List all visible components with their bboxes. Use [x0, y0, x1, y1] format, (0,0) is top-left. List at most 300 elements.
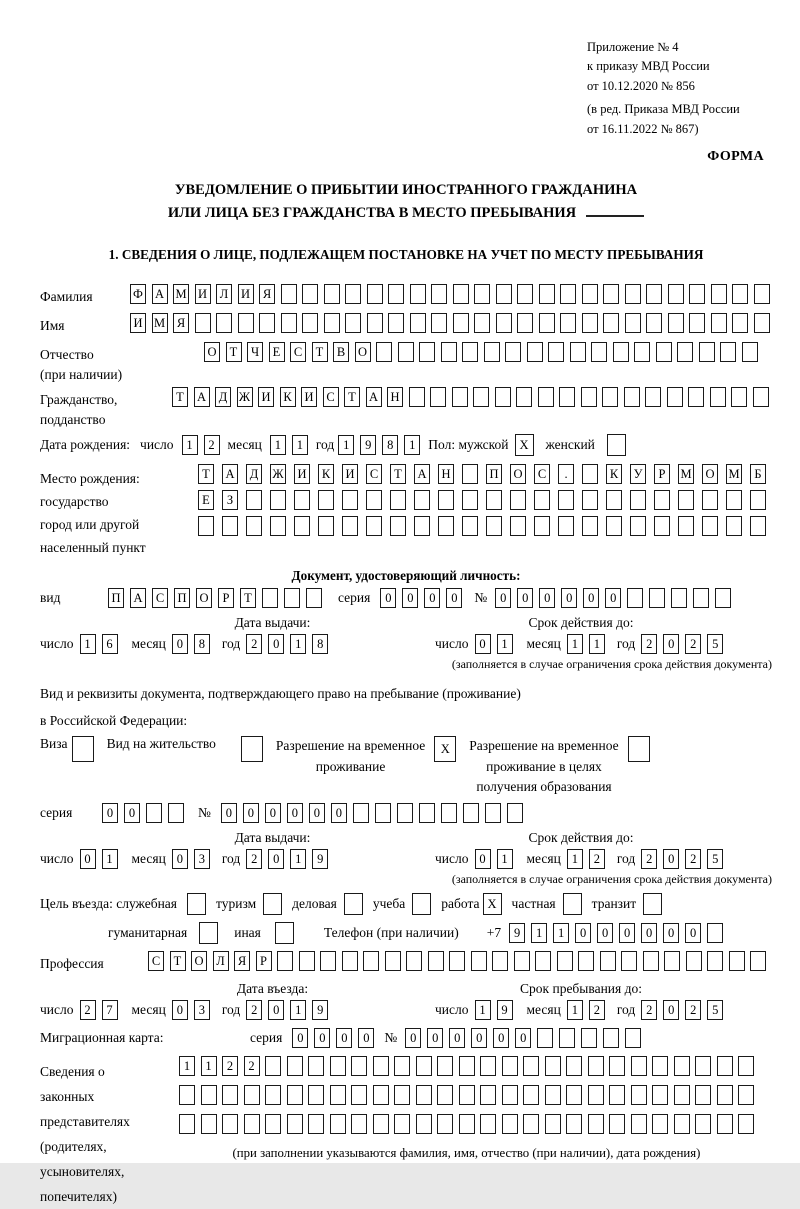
char-cell[interactable]: 0	[221, 803, 237, 823]
char-cell[interactable]	[695, 1114, 711, 1134]
char-cell[interactable]: 1	[531, 923, 547, 943]
char-cell[interactable]	[463, 803, 479, 823]
char-cell[interactable]	[441, 803, 457, 823]
char-cell[interactable]: 0	[475, 849, 491, 869]
char-cell[interactable]	[631, 1114, 647, 1134]
char-cell[interactable]	[678, 516, 694, 536]
char-cell[interactable]	[738, 1114, 754, 1134]
char-cell[interactable]	[222, 1114, 238, 1134]
char-cell[interactable]	[449, 951, 465, 971]
char-cell[interactable]: Е	[269, 342, 285, 362]
char-cell[interactable]	[179, 1085, 195, 1105]
char-cell[interactable]: Ч	[247, 342, 263, 362]
char-cell[interactable]	[367, 284, 383, 304]
char-cell[interactable]	[453, 313, 469, 333]
char-cell[interactable]	[566, 1085, 582, 1105]
char-cell[interactable]: Я	[234, 951, 250, 971]
char-cell[interactable]	[548, 342, 564, 362]
char-cell[interactable]	[462, 516, 478, 536]
char-cell[interactable]	[320, 951, 336, 971]
char-cell[interactable]: 2	[685, 849, 701, 869]
char-cell[interactable]	[431, 284, 447, 304]
char-cell[interactable]: 0	[336, 1028, 352, 1048]
char-cell[interactable]	[559, 387, 575, 407]
char-cell[interactable]: О	[196, 588, 212, 608]
char-cell[interactable]: 1	[567, 849, 583, 869]
char-cell[interactable]	[558, 490, 574, 510]
char-cell[interactable]: 0	[605, 588, 621, 608]
char-cell[interactable]: 6	[102, 634, 118, 654]
char-cell[interactable]: 1	[567, 1000, 583, 1020]
char-cell[interactable]	[715, 588, 731, 608]
char-cell[interactable]: Я	[259, 284, 275, 304]
char-cell[interactable]	[277, 951, 293, 971]
char-cell[interactable]: Д	[246, 464, 262, 484]
char-cell[interactable]	[502, 1056, 518, 1076]
purpose-official-checkbox[interactable]	[187, 893, 206, 915]
char-cell[interactable]: П	[108, 588, 124, 608]
char-cell[interactable]	[480, 1085, 496, 1105]
char-cell[interactable]: 0	[663, 849, 679, 869]
char-cell[interactable]: А	[222, 464, 238, 484]
char-cell[interactable]	[510, 490, 526, 510]
char-cell[interactable]	[566, 1114, 582, 1134]
char-cell[interactable]	[318, 490, 334, 510]
char-cell[interactable]: С	[290, 342, 306, 362]
char-cell[interactable]	[351, 1085, 367, 1105]
char-cell[interactable]	[750, 490, 766, 510]
char-cell[interactable]	[373, 1085, 389, 1105]
char-cell[interactable]	[353, 803, 369, 823]
char-cell[interactable]	[559, 1028, 575, 1048]
char-cell[interactable]	[388, 313, 404, 333]
char-cell[interactable]	[428, 951, 444, 971]
char-cell[interactable]	[689, 284, 705, 304]
char-cell[interactable]: 0	[619, 923, 635, 943]
char-cell[interactable]	[537, 1028, 553, 1048]
char-cell[interactable]: О	[510, 464, 526, 484]
char-cell[interactable]: 1	[290, 634, 306, 654]
char-cell[interactable]: У	[630, 464, 646, 484]
char-cell[interactable]	[287, 1056, 303, 1076]
char-cell[interactable]: Т	[240, 588, 256, 608]
char-cell[interactable]	[609, 1114, 625, 1134]
char-cell[interactable]	[485, 803, 501, 823]
char-cell[interactable]	[179, 1114, 195, 1134]
char-cell[interactable]	[414, 490, 430, 510]
char-cell[interactable]	[711, 313, 727, 333]
char-cell[interactable]	[385, 951, 401, 971]
char-cell[interactable]	[398, 342, 414, 362]
char-cell[interactable]: 1	[292, 435, 308, 455]
char-cell[interactable]: 2	[246, 634, 262, 654]
char-cell[interactable]	[244, 1114, 260, 1134]
char-cell[interactable]: З	[222, 490, 238, 510]
char-cell[interactable]	[668, 313, 684, 333]
char-cell[interactable]	[330, 1056, 346, 1076]
char-cell[interactable]	[462, 490, 478, 510]
char-cell[interactable]	[702, 516, 718, 536]
char-cell[interactable]: 0	[663, 1000, 679, 1020]
char-cell[interactable]: 1	[201, 1056, 217, 1076]
char-cell[interactable]: 1	[497, 634, 513, 654]
char-cell[interactable]	[545, 1056, 561, 1076]
char-cell[interactable]: П	[486, 464, 502, 484]
char-cell[interactable]	[678, 490, 694, 510]
char-cell[interactable]: 0	[449, 1028, 465, 1048]
char-cell[interactable]	[674, 1114, 690, 1134]
char-cell[interactable]	[474, 313, 490, 333]
char-cell[interactable]: 0	[424, 588, 440, 608]
char-cell[interactable]	[246, 490, 262, 510]
char-cell[interactable]	[667, 387, 683, 407]
char-cell[interactable]: Б	[750, 464, 766, 484]
purpose-work-checkbox[interactable]: X	[483, 893, 502, 915]
char-cell[interactable]: М	[173, 284, 189, 304]
char-cell[interactable]	[588, 1085, 604, 1105]
char-cell[interactable]: К	[318, 464, 334, 484]
char-cell[interactable]	[246, 516, 262, 536]
char-cell[interactable]	[695, 1085, 711, 1105]
char-cell[interactable]	[367, 313, 383, 333]
char-cell[interactable]: .	[558, 464, 574, 484]
char-cell[interactable]	[397, 803, 413, 823]
char-cell[interactable]	[606, 490, 622, 510]
char-cell[interactable]: В	[333, 342, 349, 362]
char-cell[interactable]: М	[726, 464, 742, 484]
char-cell[interactable]	[738, 1085, 754, 1105]
char-cell[interactable]	[330, 1114, 346, 1134]
char-cell[interactable]: 1	[553, 923, 569, 943]
char-cell[interactable]: 1	[102, 849, 118, 869]
char-cell[interactable]	[270, 516, 286, 536]
char-cell[interactable]	[265, 1085, 281, 1105]
char-cell[interactable]	[459, 1056, 475, 1076]
char-cell[interactable]	[495, 387, 511, 407]
char-cell[interactable]: 3	[194, 849, 210, 869]
char-cell[interactable]	[375, 803, 391, 823]
char-cell[interactable]: Т	[390, 464, 406, 484]
char-cell[interactable]	[717, 1114, 733, 1134]
char-cell[interactable]	[373, 1114, 389, 1134]
char-cell[interactable]: 7	[102, 1000, 118, 1020]
char-cell[interactable]	[643, 951, 659, 971]
char-cell[interactable]: 0	[265, 803, 281, 823]
char-cell[interactable]	[646, 284, 662, 304]
char-cell[interactable]	[609, 1056, 625, 1076]
char-cell[interactable]: Т	[170, 951, 186, 971]
temp-residence-education-checkbox[interactable]	[628, 736, 650, 762]
char-cell[interactable]	[294, 490, 310, 510]
char-cell[interactable]: К	[280, 387, 296, 407]
char-cell[interactable]	[419, 342, 435, 362]
char-cell[interactable]	[631, 1056, 647, 1076]
char-cell[interactable]: 1	[338, 435, 354, 455]
char-cell[interactable]	[438, 490, 454, 510]
char-cell[interactable]: 0	[402, 588, 418, 608]
char-cell[interactable]: А	[414, 464, 430, 484]
char-cell[interactable]: 2	[222, 1056, 238, 1076]
char-cell[interactable]: А	[152, 284, 168, 304]
char-cell[interactable]	[330, 1085, 346, 1105]
char-cell[interactable]	[484, 342, 500, 362]
char-cell[interactable]	[438, 516, 454, 536]
char-cell[interactable]	[376, 342, 392, 362]
visa-checkbox[interactable]	[72, 736, 94, 762]
char-cell[interactable]: 9	[509, 923, 525, 943]
char-cell[interactable]	[625, 284, 641, 304]
char-cell[interactable]	[308, 1114, 324, 1134]
char-cell[interactable]: Т	[198, 464, 214, 484]
char-cell[interactable]: Н	[438, 464, 454, 484]
char-cell[interactable]	[646, 313, 662, 333]
char-cell[interactable]: 0	[309, 803, 325, 823]
char-cell[interactable]	[281, 313, 297, 333]
char-cell[interactable]	[523, 1056, 539, 1076]
char-cell[interactable]	[582, 313, 598, 333]
sex-female-checkbox[interactable]	[607, 434, 626, 456]
char-cell[interactable]	[414, 516, 430, 536]
char-cell[interactable]	[609, 1085, 625, 1105]
char-cell[interactable]: 0	[243, 803, 259, 823]
char-cell[interactable]	[750, 951, 766, 971]
char-cell[interactable]: 3	[194, 1000, 210, 1020]
char-cell[interactable]	[284, 588, 300, 608]
char-cell[interactable]	[281, 284, 297, 304]
char-cell[interactable]	[394, 1085, 410, 1105]
char-cell[interactable]: 2	[589, 849, 605, 869]
char-cell[interactable]	[492, 951, 508, 971]
char-cell[interactable]: 0	[539, 588, 555, 608]
char-cell[interactable]: 1	[290, 1000, 306, 1020]
char-cell[interactable]: 0	[405, 1028, 421, 1048]
char-cell[interactable]	[302, 313, 318, 333]
char-cell[interactable]: 1	[80, 634, 96, 654]
char-cell[interactable]	[318, 516, 334, 536]
char-cell[interactable]	[732, 284, 748, 304]
char-cell[interactable]	[677, 342, 693, 362]
char-cell[interactable]: 2	[80, 1000, 96, 1020]
char-cell[interactable]	[373, 1056, 389, 1076]
char-cell[interactable]	[731, 387, 747, 407]
char-cell[interactable]	[486, 516, 502, 536]
char-cell[interactable]	[603, 1028, 619, 1048]
char-cell[interactable]: 8	[194, 634, 210, 654]
char-cell[interactable]	[710, 387, 726, 407]
char-cell[interactable]: С	[152, 588, 168, 608]
char-cell[interactable]	[345, 313, 361, 333]
char-cell[interactable]	[606, 516, 622, 536]
char-cell[interactable]	[750, 516, 766, 536]
char-cell[interactable]: 2	[244, 1056, 260, 1076]
char-cell[interactable]	[689, 313, 705, 333]
char-cell[interactable]	[732, 313, 748, 333]
char-cell[interactable]	[452, 387, 468, 407]
char-cell[interactable]: 0	[380, 588, 396, 608]
char-cell[interactable]	[527, 342, 543, 362]
char-cell[interactable]	[363, 951, 379, 971]
char-cell[interactable]	[753, 387, 769, 407]
char-cell[interactable]: 0	[102, 803, 118, 823]
char-cell[interactable]: О	[355, 342, 371, 362]
char-cell[interactable]	[222, 516, 238, 536]
char-cell[interactable]	[545, 1085, 561, 1105]
char-cell[interactable]	[545, 1114, 561, 1134]
char-cell[interactable]	[671, 588, 687, 608]
char-cell[interactable]	[441, 342, 457, 362]
char-cell[interactable]	[645, 387, 661, 407]
char-cell[interactable]	[581, 1028, 597, 1048]
char-cell[interactable]: Р	[218, 588, 234, 608]
char-cell[interactable]	[625, 1028, 641, 1048]
char-cell[interactable]: А	[194, 387, 210, 407]
char-cell[interactable]	[582, 464, 598, 484]
char-cell[interactable]: Т	[344, 387, 360, 407]
char-cell[interactable]	[351, 1114, 367, 1134]
char-cell[interactable]: И	[258, 387, 274, 407]
char-cell[interactable]: Л	[216, 284, 232, 304]
char-cell[interactable]	[390, 516, 406, 536]
char-cell[interactable]	[674, 1056, 690, 1076]
char-cell[interactable]: 5	[707, 634, 723, 654]
temp-residence-checkbox[interactable]: X	[434, 736, 456, 762]
char-cell[interactable]	[198, 516, 214, 536]
char-cell[interactable]	[754, 284, 770, 304]
char-cell[interactable]	[410, 313, 426, 333]
char-cell[interactable]: 0	[583, 588, 599, 608]
purpose-private-checkbox[interactable]	[563, 893, 582, 915]
char-cell[interactable]: 0	[471, 1028, 487, 1048]
char-cell[interactable]	[654, 516, 670, 536]
char-cell[interactable]	[302, 284, 318, 304]
char-cell[interactable]	[602, 387, 618, 407]
char-cell[interactable]	[430, 387, 446, 407]
char-cell[interactable]: 2	[589, 1000, 605, 1020]
char-cell[interactable]	[570, 342, 586, 362]
char-cell[interactable]	[742, 342, 758, 362]
char-cell[interactable]: А	[130, 588, 146, 608]
char-cell[interactable]	[674, 1085, 690, 1105]
char-cell[interactable]	[308, 1056, 324, 1076]
char-cell[interactable]: 5	[707, 1000, 723, 1020]
char-cell[interactable]	[416, 1114, 432, 1134]
char-cell[interactable]: 0	[292, 1028, 308, 1048]
char-cell[interactable]	[416, 1056, 432, 1076]
char-cell[interactable]	[535, 951, 551, 971]
char-cell[interactable]	[471, 951, 487, 971]
char-cell[interactable]	[538, 387, 554, 407]
char-cell[interactable]: 5	[707, 849, 723, 869]
char-cell[interactable]	[523, 1085, 539, 1105]
char-cell[interactable]: Я	[173, 313, 189, 333]
char-cell[interactable]: 0	[172, 849, 188, 869]
char-cell[interactable]: 2	[641, 1000, 657, 1020]
char-cell[interactable]: 0	[124, 803, 140, 823]
char-cell[interactable]	[342, 516, 358, 536]
char-cell[interactable]	[523, 1114, 539, 1134]
char-cell[interactable]: Т	[226, 342, 242, 362]
char-cell[interactable]: 0	[331, 803, 347, 823]
char-cell[interactable]	[600, 951, 616, 971]
char-cell[interactable]: 0	[172, 1000, 188, 1020]
char-cell[interactable]	[324, 313, 340, 333]
char-cell[interactable]: А	[366, 387, 382, 407]
char-cell[interactable]: 2	[246, 849, 262, 869]
char-cell[interactable]	[345, 284, 361, 304]
char-cell[interactable]: 0	[515, 1028, 531, 1048]
char-cell[interactable]	[419, 803, 435, 823]
char-cell[interactable]	[717, 1056, 733, 1076]
char-cell[interactable]: 9	[312, 849, 328, 869]
char-cell[interactable]	[437, 1085, 453, 1105]
char-cell[interactable]: И	[342, 464, 358, 484]
char-cell[interactable]	[686, 951, 702, 971]
char-cell[interactable]: М	[152, 313, 168, 333]
residence-permit-checkbox[interactable]	[241, 736, 263, 762]
char-cell[interactable]: 0	[475, 634, 491, 654]
char-cell[interactable]	[431, 313, 447, 333]
char-cell[interactable]: М	[678, 464, 694, 484]
char-cell[interactable]: 0	[495, 588, 511, 608]
char-cell[interactable]	[496, 284, 512, 304]
char-cell[interactable]: И	[294, 464, 310, 484]
char-cell[interactable]	[244, 1085, 260, 1105]
char-cell[interactable]	[390, 490, 406, 510]
char-cell[interactable]	[534, 516, 550, 536]
char-cell[interactable]: 0	[517, 588, 533, 608]
char-cell[interactable]	[306, 588, 322, 608]
char-cell[interactable]	[265, 1056, 281, 1076]
char-cell[interactable]	[287, 1114, 303, 1134]
char-cell[interactable]	[201, 1114, 217, 1134]
purpose-tourism-checkbox[interactable]	[263, 893, 282, 915]
char-cell[interactable]	[409, 387, 425, 407]
char-cell[interactable]	[581, 387, 597, 407]
char-cell[interactable]: Ж	[270, 464, 286, 484]
char-cell[interactable]	[502, 1085, 518, 1105]
char-cell[interactable]	[437, 1056, 453, 1076]
char-cell[interactable]	[459, 1085, 475, 1105]
char-cell[interactable]: 0	[561, 588, 577, 608]
char-cell[interactable]: 0	[287, 803, 303, 823]
char-cell[interactable]: С	[366, 464, 382, 484]
char-cell[interactable]: 0	[268, 1000, 284, 1020]
char-cell[interactable]: 0	[358, 1028, 374, 1048]
char-cell[interactable]: Т	[312, 342, 328, 362]
char-cell[interactable]: 1	[270, 435, 286, 455]
char-cell[interactable]	[627, 588, 643, 608]
char-cell[interactable]	[702, 490, 718, 510]
char-cell[interactable]	[287, 1085, 303, 1105]
char-cell[interactable]: 1	[182, 435, 198, 455]
char-cell[interactable]: П	[174, 588, 190, 608]
char-cell[interactable]: 0	[427, 1028, 443, 1048]
char-cell[interactable]	[603, 284, 619, 304]
char-cell[interactable]: 1	[497, 849, 513, 869]
char-cell[interactable]: 8	[382, 435, 398, 455]
char-cell[interactable]	[688, 387, 704, 407]
char-cell[interactable]	[351, 1056, 367, 1076]
char-cell[interactable]: 2	[641, 849, 657, 869]
char-cell[interactable]: 0	[641, 923, 657, 943]
char-cell[interactable]	[582, 284, 598, 304]
char-cell[interactable]: 2	[685, 634, 701, 654]
char-cell[interactable]: 8	[312, 634, 328, 654]
char-cell[interactable]: 9	[360, 435, 376, 455]
char-cell[interactable]: И	[130, 313, 146, 333]
char-cell[interactable]	[259, 313, 275, 333]
char-cell[interactable]: 1	[290, 849, 306, 869]
